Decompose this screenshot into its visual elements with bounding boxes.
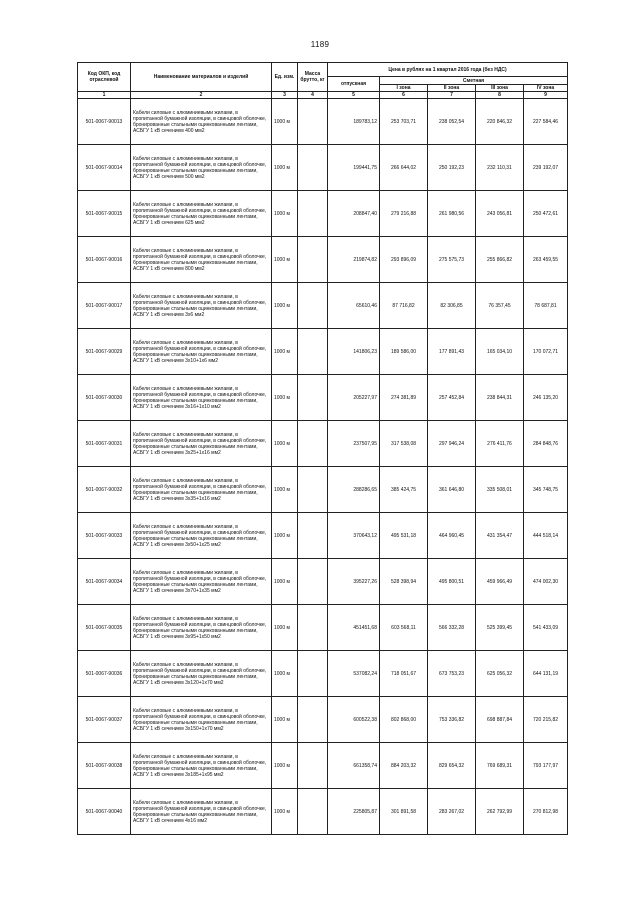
row-zone-4-price: 793 177,97 (524, 743, 568, 789)
row-name: Кабели силовые с алюминиевыми жилами, в пропитанной бумажной изоляции, в свинцовой оболочке, бронированные стальными оцинкованными лентами, АСБГУ 1 кВ сечением 400 мм2 (131, 99, 272, 145)
row-code: 501-0067-90040 (78, 789, 131, 835)
row-zone-2-price: 361 646,80 (428, 467, 476, 513)
row-unit: 1000 м (272, 421, 298, 467)
row-zone-2-price: 250 192,23 (428, 145, 476, 191)
row-release-price: 65610,46 (328, 283, 380, 329)
table-row (78, 605, 568, 651)
row-name: Кабели силовые с алюминиевыми жилами, в пропитанной бумажной изоляции, в свинцовой оболочке, бронированные стальными оцинкованными лентами, АСБГУ 1 кВ сечением 3х16+1х10 мм2 (131, 375, 272, 421)
row-unit: 1000 м (272, 559, 298, 605)
row-zone-3-price: 262 792,99 (476, 789, 524, 835)
row-name: Кабели силовые с алюминиевыми жилами, в пропитанной бумажной изоляции, в свинцовой оболочке, бронированные стальными оцинкованными лентами, АСБГУ 1 кВ сечением 500 мм2 (131, 145, 272, 191)
row-zone-3-price: 459 966,49 (476, 559, 524, 605)
row-unit: 1000 м (272, 467, 298, 513)
row-zone-3-price: 76 357,45 (476, 283, 524, 329)
row-zone-2-price: 283 267,02 (428, 789, 476, 835)
column-number: 5 (328, 92, 380, 99)
column-numbers-row (78, 92, 568, 99)
row-name: Кабели силовые с алюминиевыми жилами, в пропитанной бумажной изоляции, в свинцовой оболочке, бронированные стальными оцинкованными лентами, АСБГУ 1 кВ сечением 3х35+1х16 мм2 (131, 467, 272, 513)
row-unit: 1000 м (272, 145, 298, 191)
row-code: 501-0067-90030 (78, 375, 131, 421)
row-unit: 1000 м (272, 191, 298, 237)
row-zone-2-price: 829 654,32 (428, 743, 476, 789)
row-zone-2-price: 261 980,56 (428, 191, 476, 237)
row-release-price: 537082,24 (328, 651, 380, 697)
column-number: 4 (298, 92, 328, 99)
row-zone-3-price: 238 844,31 (476, 375, 524, 421)
table-row (78, 283, 568, 329)
row-code: 501-0067-90017 (78, 283, 131, 329)
row-release-price: 219874,82 (328, 237, 380, 283)
row-release-price: 395227,26 (328, 559, 380, 605)
table-row (78, 467, 568, 513)
row-code: 501-0067-90036 (78, 651, 131, 697)
row-name: Кабели силовые с алюминиевыми жилами, в пропитанной бумажной изоляции, в свинцовой оболочке, бронированные стальными оцинкованными лентами, АСБГУ 1 кВ сечением 3х120+1х70 мм2 (131, 651, 272, 697)
table-row (78, 559, 568, 605)
row-release-price: 208847,40 (328, 191, 380, 237)
row-release-price: 237507,95 (328, 421, 380, 467)
row-release-price: 661358,74 (328, 743, 380, 789)
row-zone-2-price: 177 891,43 (428, 329, 476, 375)
row-code: 501-0067-90035 (78, 605, 131, 651)
row-unit: 1000 м (272, 743, 298, 789)
column-number: 1 (78, 92, 131, 99)
row-zone-4-price: 474 002,30 (524, 559, 568, 605)
row-code: 501-0067-90038 (78, 743, 131, 789)
row-zone-3-price: 276 411,76 (476, 421, 524, 467)
row-mass (298, 421, 328, 467)
row-unit: 1000 м (272, 283, 298, 329)
row-zone-1-price: 301 891,58 (380, 789, 428, 835)
row-mass (298, 513, 328, 559)
row-unit: 1000 м (272, 789, 298, 835)
row-name: Кабели силовые с алюминиевыми жилами, в пропитанной бумажной изоляции, в свинцовой оболочке, бронированные стальными оцинкованными лентами, АСБГУ 1 кВ сечением 3х6 мм2 (131, 283, 272, 329)
row-zone-2-price: 238 052,54 (428, 99, 476, 145)
row-mass (298, 697, 328, 743)
row-release-price: 600522,38 (328, 697, 380, 743)
row-zone-4-price: 263 459,55 (524, 237, 568, 283)
row-code: 501-0067-90031 (78, 421, 131, 467)
row-zone-2-price: 753 336,82 (428, 697, 476, 743)
row-zone-2-price: 566 332,28 (428, 605, 476, 651)
row-release-price: 141806,23 (328, 329, 380, 375)
row-zone-3-price: 335 508,01 (476, 467, 524, 513)
row-zone-1-price: 718 051,67 (380, 651, 428, 697)
row-mass (298, 743, 328, 789)
row-code: 501-0067-90037 (78, 697, 131, 743)
row-mass (298, 99, 328, 145)
row-mass (298, 789, 328, 835)
table-row (78, 375, 568, 421)
row-zone-3-price: 165 034,10 (476, 329, 524, 375)
row-mass (298, 605, 328, 651)
row-zone-3-price: 698 887,84 (476, 697, 524, 743)
row-name: Кабели силовые с алюминиевыми жилами, в пропитанной бумажной изоляции, в свинцовой оболочке, бронированные стальными оцинкованными лентами, АСБГУ 1 кВ сечением 4х16 мм2 (131, 789, 272, 835)
row-release-price: 451451,68 (328, 605, 380, 651)
row-zone-2-price: 82 306,85 (428, 283, 476, 329)
row-zone-3-price: 255 866,82 (476, 237, 524, 283)
header-price-title: Цена в рублях на 1 квартал 2016 года (без НДС) (328, 63, 568, 77)
row-zone-3-price: 525 399,45 (476, 605, 524, 651)
table-header (78, 63, 568, 99)
column-number: 8 (476, 92, 524, 99)
row-zone-1-price: 884 203,32 (380, 743, 428, 789)
table-row (78, 789, 568, 835)
table-row (78, 651, 568, 697)
table-row (78, 513, 568, 559)
column-number: 9 (524, 92, 568, 99)
row-name: Кабели силовые с алюминиевыми жилами, в пропитанной бумажной изоляции, в свинцовой оболочке, бронированные стальными оцинкованными лентами, АСБГУ 1 кВ сечением 3х70+1х35 мм2 (131, 559, 272, 605)
row-code: 501-0067-90013 (78, 99, 131, 145)
row-zone-1-price: 495 531,18 (380, 513, 428, 559)
row-name: Кабели силовые с алюминиевыми жилами, в пропитанной бумажной изоляции, в свинцовой оболочке, бронированные стальными оцинкованными лентами, АСБГУ 1 кВ сечением 3х10+1х6 мм2 (131, 329, 272, 375)
row-zone-4-price: 78 687,81 (524, 283, 568, 329)
row-mass (298, 651, 328, 697)
row-zone-2-price: 275 575,73 (428, 237, 476, 283)
table-row (78, 99, 568, 145)
header-mass: Масса брутто, кг (298, 63, 328, 92)
header-code: Код ОКП, код отраслевой (78, 63, 131, 92)
row-zone-1-price: 603 568,11 (380, 605, 428, 651)
header-unit: Ед. изм. (272, 63, 298, 92)
row-mass (298, 467, 328, 513)
row-mass (298, 145, 328, 191)
row-zone-1-price: 385 424,75 (380, 467, 428, 513)
row-zone-4-price: 250 472,61 (524, 191, 568, 237)
row-zone-4-price: 227 584,46 (524, 99, 568, 145)
row-unit: 1000 м (272, 329, 298, 375)
row-zone-2-price: 257 452,84 (428, 375, 476, 421)
row-zone-2-price: 297 946,24 (428, 421, 476, 467)
row-zone-2-price: 673 753,23 (428, 651, 476, 697)
column-number: 6 (380, 92, 428, 99)
row-zone-1-price: 528 398,94 (380, 559, 428, 605)
row-zone-4-price: 644 131,19 (524, 651, 568, 697)
row-zone-1-price: 274 381,89 (380, 375, 428, 421)
column-number: 3 (272, 92, 298, 99)
row-unit: 1000 м (272, 605, 298, 651)
row-zone-2-price: 464 960,45 (428, 513, 476, 559)
column-number: 7 (428, 92, 476, 99)
row-zone-1-price: 802 868,00 (380, 697, 428, 743)
row-code: 501-0067-90032 (78, 467, 131, 513)
table-body (78, 99, 568, 835)
table-row (78, 191, 568, 237)
price-table (77, 62, 568, 835)
row-zone-4-price: 170 072,71 (524, 329, 568, 375)
row-mass (298, 559, 328, 605)
header-zone-4: IV зона (524, 85, 568, 92)
row-code: 501-0067-90033 (78, 513, 131, 559)
row-code: 501-0067-90014 (78, 145, 131, 191)
row-name: Кабели силовые с алюминиевыми жилами, в пропитанной бумажной изоляции, в свинцовой оболочке, бронированные стальными оцинкованными лентами, АСБГУ 1 кВ сечением 625 мм2 (131, 191, 272, 237)
row-code: 501-0067-90029 (78, 329, 131, 375)
row-release-price: 205227,97 (328, 375, 380, 421)
row-unit: 1000 м (272, 697, 298, 743)
table-row (78, 329, 568, 375)
row-zone-4-price: 270 812,98 (524, 789, 568, 835)
page-number: 1189 (310, 40, 330, 49)
row-zone-4-price: 239 192,07 (524, 145, 568, 191)
row-name: Кабели силовые с алюминиевыми жилами, в пропитанной бумажной изоляции, в свинцовой оболочке, бронированные стальными оцинкованными лентами, АСБГУ 1 кВ сечением 3х25+1х16 мм2 (131, 421, 272, 467)
row-zone-4-price: 284 848,76 (524, 421, 568, 467)
row-zone-1-price: 279 216,88 (380, 191, 428, 237)
row-mass (298, 375, 328, 421)
row-zone-3-price: 243 056,81 (476, 191, 524, 237)
row-zone-3-price: 220 846,32 (476, 99, 524, 145)
row-name: Кабели силовые с алюминиевыми жилами, в пропитанной бумажной изоляции, в свинцовой оболочке, бронированные стальными оцинкованными лентами, АСБГУ 1 кВ сечением 3х185+1х95 мм2 (131, 743, 272, 789)
table-row (78, 145, 568, 191)
row-zone-3-price: 769 689,31 (476, 743, 524, 789)
table-row (78, 743, 568, 789)
row-name: Кабели силовые с алюминиевыми жилами, в пропитанной бумажной изоляции, в свинцовой оболочке, бронированные стальными оцинкованными лентами, АСБГУ 1 кВ сечением 800 мм2 (131, 237, 272, 283)
table-row (78, 421, 568, 467)
row-zone-4-price: 444 518,14 (524, 513, 568, 559)
header-zone-2: II зона (428, 85, 476, 92)
row-zone-4-price: 720 215,82 (524, 697, 568, 743)
row-unit: 1000 м (272, 237, 298, 283)
header-estimate-price: Сметная (380, 77, 568, 85)
row-unit: 1000 м (272, 99, 298, 145)
row-name: Кабели силовые с алюминиевыми жилами, в пропитанной бумажной изоляции, в свинцовой оболочке, бронированные стальными оцинкованными лентами, АСБГУ 1 кВ сечением 3х150+1х70 мм2 (131, 697, 272, 743)
row-name: Кабели силовые с алюминиевыми жилами, в пропитанной бумажной изоляции, в свинцовой оболочке, бронированные стальными оцинкованными лентами, АСБГУ 1 кВ сечением 3х95+1х50 мм2 (131, 605, 272, 651)
row-mass (298, 329, 328, 375)
row-unit: 1000 м (272, 375, 298, 421)
row-zone-2-price: 495 800,51 (428, 559, 476, 605)
row-zone-4-price: 246 135,20 (524, 375, 568, 421)
row-mass (298, 283, 328, 329)
row-code: 501-0067-90034 (78, 559, 131, 605)
row-zone-1-price: 266 644,02 (380, 145, 428, 191)
row-zone-4-price: 345 748,75 (524, 467, 568, 513)
table-row (78, 697, 568, 743)
row-zone-3-price: 232 110,31 (476, 145, 524, 191)
row-zone-3-price: 625 056,32 (476, 651, 524, 697)
row-zone-1-price: 87 716,82 (380, 283, 428, 329)
row-zone-1-price: 253 703,71 (380, 99, 428, 145)
row-code: 501-0067-90016 (78, 237, 131, 283)
row-release-price: 288286,65 (328, 467, 380, 513)
row-mass (298, 237, 328, 283)
header-zone-1: I зона (380, 85, 428, 92)
header-name: Наименование материалов и изделий (131, 63, 272, 92)
row-code: 501-0067-90015 (78, 191, 131, 237)
row-release-price: 189783,12 (328, 99, 380, 145)
row-zone-1-price: 293 896,09 (380, 237, 428, 283)
row-mass (298, 191, 328, 237)
row-release-price: 370643,12 (328, 513, 380, 559)
row-zone-1-price: 189 586,00 (380, 329, 428, 375)
row-name: Кабели силовые с алюминиевыми жилами, в пропитанной бумажной изоляции, в свинцовой оболочке, бронированные стальными оцинкованными лентами, АСБГУ 1 кВ сечением 3х50+1х25 мм2 (131, 513, 272, 559)
table-row (78, 237, 568, 283)
column-number: 2 (131, 92, 272, 99)
row-zone-4-price: 541 433,09 (524, 605, 568, 651)
row-zone-1-price: 317 538,08 (380, 421, 428, 467)
row-release-price: 225805,87 (328, 789, 380, 835)
row-zone-3-price: 431 354,47 (476, 513, 524, 559)
header-zone-3: III зона (476, 85, 524, 92)
header-release-price: отпускная (328, 77, 380, 92)
row-release-price: 199441,75 (328, 145, 380, 191)
row-unit: 1000 м (272, 651, 298, 697)
row-unit: 1000 м (272, 513, 298, 559)
